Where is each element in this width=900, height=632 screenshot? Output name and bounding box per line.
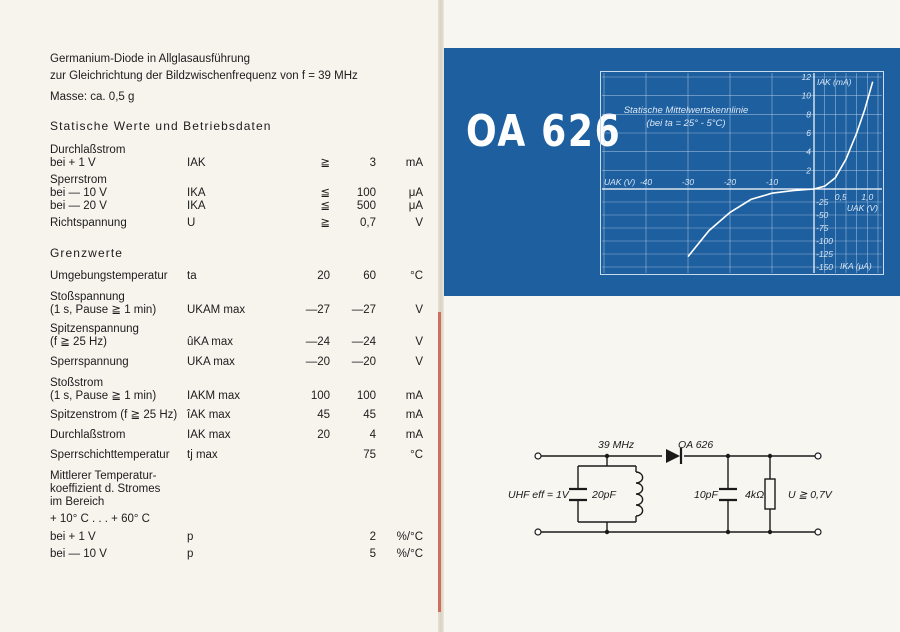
row-value-2: 75 xyxy=(363,449,376,461)
frequency-label: 39 MHz xyxy=(598,439,635,451)
row-value-2: 100 xyxy=(356,390,376,402)
resistor-label: 4kΩ xyxy=(745,489,765,501)
table-row xyxy=(50,495,390,509)
table-row xyxy=(50,143,390,157)
table-row xyxy=(50,428,423,442)
row-symbol: UKA max xyxy=(187,356,235,368)
row-value-1: 45 xyxy=(317,409,330,421)
x-tick-label: -40 xyxy=(639,177,653,187)
row-value-1: 100 xyxy=(310,390,330,402)
row-label: im Bereich xyxy=(50,496,105,508)
row-symbol: IKA xyxy=(187,187,206,199)
chart-subtitle: (bei ta = 25° - 5°C) xyxy=(646,118,726,129)
row-label: (1 s, Pause ≧ 1 min) xyxy=(50,304,157,316)
row-symbol: tj max xyxy=(187,449,218,461)
table-row xyxy=(50,173,390,187)
row-unit: V xyxy=(415,304,423,316)
row-value-2: —20 xyxy=(351,356,376,368)
table-row xyxy=(50,335,423,349)
table-row xyxy=(50,322,390,336)
y-tick-label: -75 xyxy=(816,223,829,233)
y-tick-label: 10 xyxy=(801,90,811,101)
row-value-2: 60 xyxy=(363,270,376,282)
product-title: OA 626 xyxy=(466,106,622,157)
table-row xyxy=(50,269,423,283)
row-label: Sperrspannung xyxy=(50,356,129,368)
row-symbol: IAK xyxy=(187,157,206,169)
row-value-2: 45 xyxy=(363,409,376,421)
section-limits-title: Grenzwerte xyxy=(50,246,124,260)
row-symbol: UKAM max xyxy=(187,304,246,316)
row-symbol: IAK max xyxy=(187,429,231,441)
row-label: Durchlaßstrom xyxy=(50,144,126,156)
source-voltage-label: UHF eff = 1V xyxy=(508,489,569,501)
y-tick-label: 2 xyxy=(806,165,811,176)
table-row xyxy=(50,376,390,390)
table-row xyxy=(50,186,423,200)
circuit-schematic xyxy=(498,432,858,554)
table-row xyxy=(50,512,390,526)
binding-mark xyxy=(438,312,441,612)
table-row xyxy=(50,547,423,561)
table-row xyxy=(50,389,423,403)
table-row xyxy=(50,482,390,496)
row-unit: μA xyxy=(408,187,423,199)
row-value-1: —27 xyxy=(305,304,330,316)
intro-line-2: zur Gleichrichtung der Bildzwischenfrequenz von f = 39 MHz xyxy=(50,70,358,82)
row-unit: °C xyxy=(410,270,423,282)
row-unit: μA xyxy=(408,200,423,212)
table-row xyxy=(50,469,390,483)
x-tick-label: -10 xyxy=(765,177,779,187)
row-unit: %/°C xyxy=(396,531,423,543)
row-value-1: ≧ xyxy=(320,157,330,169)
x-axis-label: UAK (V) xyxy=(846,203,878,213)
row-label: bei — 10 V xyxy=(50,187,107,199)
table-row xyxy=(50,156,423,170)
row-symbol: ta xyxy=(187,270,197,282)
row-value-2: 500 xyxy=(356,200,376,212)
x-tick-label: -30 xyxy=(681,177,695,187)
intro-line-1: Germanium-Diode in Allglasausführung xyxy=(50,53,251,65)
output-voltage-label: U ≧ 0,7V xyxy=(788,489,832,501)
row-value-2: 4 xyxy=(369,429,376,441)
row-unit: mA xyxy=(405,390,423,402)
y-tick-label: -25 xyxy=(816,197,829,207)
row-symbol: p xyxy=(187,548,194,560)
row-value-2: 5 xyxy=(369,548,376,560)
row-label: Spitzenstrom (f ≧ 25 Hz) xyxy=(50,409,178,421)
y-tick-label: 6 xyxy=(806,128,811,138)
row-label: Richtspannung xyxy=(50,217,127,229)
capacitor-10pf-label: 10pF xyxy=(694,489,718,501)
row-label: Umgebungstemperatur xyxy=(50,270,168,282)
row-unit: V xyxy=(415,217,423,229)
row-symbol: IAKM max xyxy=(187,390,241,402)
table-row xyxy=(50,290,390,304)
row-symbol: p xyxy=(187,531,194,543)
y-axis-label-top: IAK (mA) xyxy=(817,77,852,87)
row-unit: mA xyxy=(405,409,423,421)
row-unit: V xyxy=(415,356,423,368)
row-label: Sperrstrom xyxy=(50,174,107,186)
intro-mass: Masse: ca. 0,5 g xyxy=(50,91,135,103)
row-unit: °C xyxy=(410,449,423,461)
row-label: Stoßstrom xyxy=(50,377,104,389)
chart-frame xyxy=(601,72,884,275)
row-label: (f ≧ 25 Hz) xyxy=(50,336,107,348)
row-label: bei + 1 V xyxy=(50,157,96,169)
row-value-1: ≦ xyxy=(320,200,330,212)
row-label: Spitzenspannung xyxy=(50,323,139,335)
row-value-2: —24 xyxy=(351,336,376,348)
row-label: bei — 20 V xyxy=(50,200,107,212)
x-tick-label: 0,5 xyxy=(834,192,847,202)
characteristic-chart xyxy=(600,71,884,275)
row-value-2: 3 xyxy=(369,157,376,169)
row-label: koeffizient d. Stromes xyxy=(50,483,161,495)
row-label: Sperrschichttemperatur xyxy=(50,449,170,461)
row-symbol: U xyxy=(187,217,196,229)
x-tick-label: -20 xyxy=(723,177,737,187)
row-value-2: 100 xyxy=(356,187,376,199)
table-row xyxy=(50,355,423,369)
y-tick-label: 4 xyxy=(806,146,811,157)
row-unit: mA xyxy=(405,157,423,169)
row-symbol: îAK max xyxy=(187,409,231,421)
row-symbol: IKA xyxy=(187,200,206,212)
left-page xyxy=(0,0,438,632)
y-axis-label-bottom: IKA (μA) xyxy=(840,261,872,271)
row-value-2: 2 xyxy=(369,531,376,543)
table-row xyxy=(50,530,423,544)
row-unit: mA xyxy=(405,429,423,441)
row-label: bei + 1 V xyxy=(50,531,96,543)
row-value-2: —27 xyxy=(351,304,376,316)
row-label: Stoßspannung xyxy=(50,291,125,303)
table-row xyxy=(50,199,423,213)
row-label: Mittlerer Temperatur- xyxy=(50,470,157,482)
row-value-1: ≦ xyxy=(320,187,330,199)
row-value-1: —20 xyxy=(305,356,330,368)
row-symbol: ûKA max xyxy=(187,336,234,348)
table-row xyxy=(50,303,423,317)
row-unit: %/°C xyxy=(396,548,423,560)
y-tick-label: -150 xyxy=(816,262,834,272)
capacitor-20pf-label: 20pF xyxy=(592,489,616,501)
table-row xyxy=(50,216,423,230)
table-row xyxy=(50,408,423,422)
table-row xyxy=(50,448,423,462)
x-tick-label: 1,0 xyxy=(861,192,874,202)
row-label: Durchlaßstrom xyxy=(50,429,126,441)
row-value-1: ≧ xyxy=(320,217,330,229)
diode-label: OA 626 xyxy=(678,439,714,451)
row-label: + 10° C . . . + 60° C xyxy=(50,513,150,525)
y-tick-label: -50 xyxy=(816,210,829,220)
row-value-1: 20 xyxy=(317,429,330,441)
row-value-1: 20 xyxy=(317,270,330,282)
x-axis-label: UAK (V) xyxy=(604,177,636,187)
y-tick-label: 12 xyxy=(801,72,811,82)
row-label: (1 s, Pause ≧ 1 min) xyxy=(50,390,157,402)
row-label: bei — 10 V xyxy=(50,548,107,560)
row-unit: V xyxy=(415,336,423,348)
section-static-title: Statische Werte und Betriebsdaten xyxy=(50,119,272,133)
y-tick-label: -125 xyxy=(816,249,834,259)
row-value-2: 0,7 xyxy=(360,217,376,229)
y-tick-label: -100 xyxy=(816,236,834,246)
y-tick-label: 8 xyxy=(806,109,811,120)
row-value-1: —24 xyxy=(305,336,330,348)
chart-title: Statische Mittelwertskennlinie xyxy=(623,105,749,116)
title-banner xyxy=(444,48,900,296)
